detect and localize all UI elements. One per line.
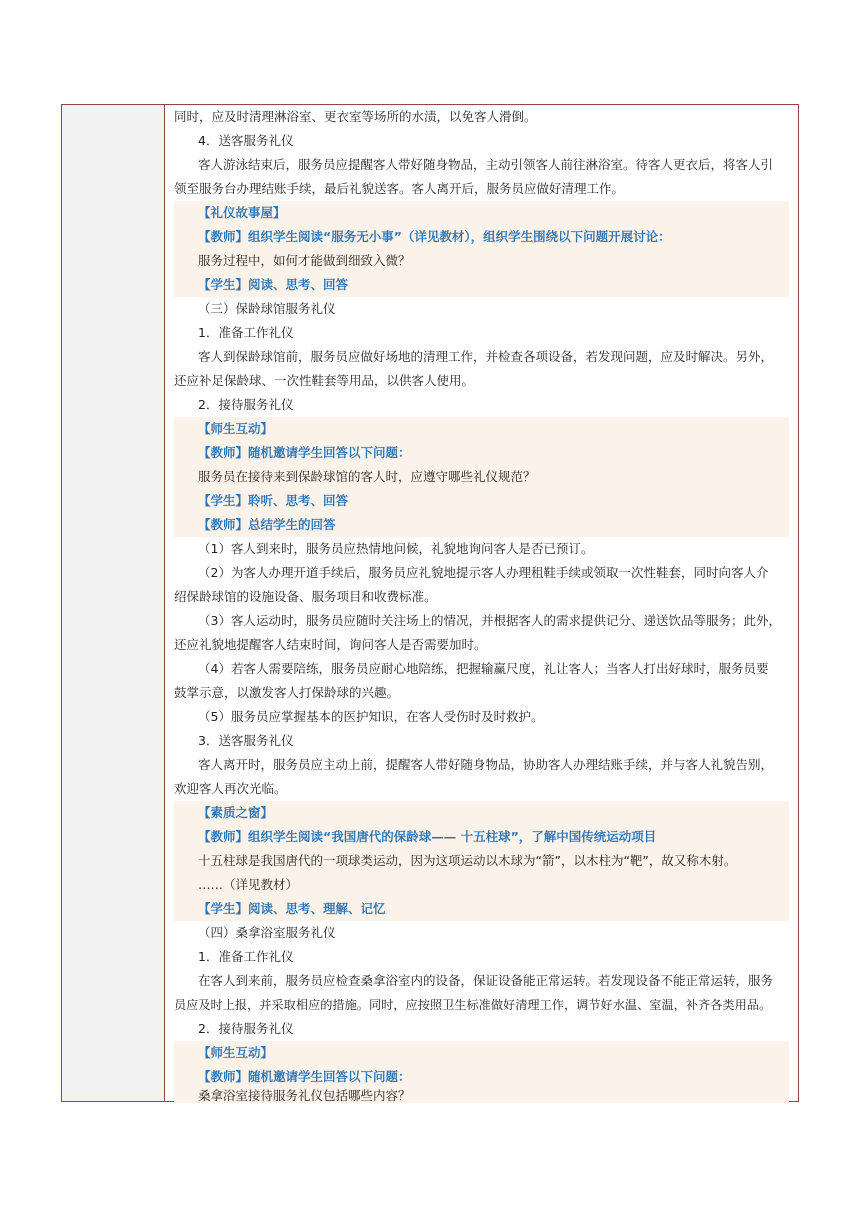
reading-text: ……（详见教材） <box>174 873 789 897</box>
text-line: 同时，应及时清理淋浴室、更衣室等场所的水渍，以免客人滑倒。 <box>174 109 537 124</box>
box-title: 【师生互动】 <box>174 417 789 441</box>
student-activity: 【学生】阅读、思考、回答 <box>174 273 789 297</box>
section-heading: 2．接待服务礼仪 <box>198 1021 294 1036</box>
list-item: （4）若客人需要陪练，服务员应耐心地陪练，把握输赢尺度，礼让客人；当客人打出好球时，服务员要 <box>198 661 769 676</box>
paragraph-line: 客人离开时，服务员应主动上前，提醒客人带好随身物品，协助客人办理结账手续，并与客人礼貌告别， <box>198 757 774 772</box>
list-item: （3）客人运动时，服务员应随时关注场上的情况，并根据客人的需求提供记分、递送饮品等服务；此外， <box>198 613 781 628</box>
teacher-summary: 【教师】总结学生的回答 <box>174 513 789 537</box>
discussion-question: 服务过程中，如何才能做到细致入微？ <box>174 249 789 273</box>
paragraph-line: 欢迎客人再次光临。 <box>174 781 287 796</box>
box-title: 【师生互动】 <box>174 1041 789 1065</box>
paragraph-line: 还应补足保龄球、一次性鞋套等用品，以供客人使用。 <box>174 373 475 388</box>
list-item: （5）服务员应掌握基本的医护知识，在客人受伤时及时救护。 <box>198 709 544 724</box>
table-left-column <box>62 105 165 1101</box>
teacher-instruction: 【教师】组织学生阅读“服务无小事”（详见教材），组织学生围绕以下问题开展讨论： <box>174 225 789 249</box>
section-heading: 4．送客服务礼仪 <box>198 133 294 148</box>
table-content-cell <box>165 105 798 1101</box>
teacher-instruction: 【教师】随机邀请学生回答以下问题： <box>174 1065 789 1089</box>
paragraph-line: 领至服务台办理结账手续，最后礼貌送客。客人离开后，服务员应做好清理工作。 <box>174 181 625 196</box>
list-item-continued: 还应礼貌地提醒客人结束时间，询问客人是否需要加时。 <box>174 637 487 652</box>
student-activity: 【学生】聆听、思考、回答 <box>174 489 789 513</box>
reading-text: 十五柱球是我国唐代的一项球类运动，因为这项运动以木球为“箭”，以木柱为“靶”，故又称木射。 <box>174 849 789 873</box>
list-item: （2）为客人办理开道手续后，服务员应礼貌地提示客人办理租鞋手续或领取一次性鞋套，同时向客人介 <box>198 565 769 580</box>
section-heading: 3．送客服务礼仪 <box>198 733 294 748</box>
section-heading: 2．接待服务礼仪 <box>198 397 294 412</box>
discussion-question: 桑拿浴室接待服务礼仪包括哪些内容？ <box>174 1089 789 1103</box>
list-item: （1）客人到来时，服务员应热情地问候，礼貌地询问客人是否已预订。 <box>198 541 594 556</box>
lesson-table <box>61 104 799 1102</box>
section-heading: （四）桑拿浴室服务礼仪 <box>198 925 336 940</box>
list-item-continued: 绍保龄球馆的设施设备、服务项目和收费标准。 <box>174 589 437 604</box>
list-item-continued: 鼓掌示意，以激发客人打保龄球的兴趣。 <box>174 685 400 700</box>
section-heading: 1．准备工作礼仪 <box>198 325 294 340</box>
paragraph-line: 在客人到来前，服务员应检查桑拿浴室内的设备，保证设备能正常运转。若发现设备不能正常运转，服务 <box>198 973 774 988</box>
section-heading: （三）保龄球馆服务礼仪 <box>198 301 336 316</box>
teacher-instruction: 【教师】随机邀请学生回答以下问题： <box>174 441 789 465</box>
paragraph-line: 客人到保龄球馆前，服务员应做好场地的清理工作，并检查各项设备，若发现问题，应及时解决。另外， <box>198 349 774 364</box>
student-activity: 【学生】阅读、思考、理解、记忆 <box>174 897 789 921</box>
paragraph-line: 客人游泳结束后，服务员应提醒客人带好随身物品，主动引领客人前往淋浴室。待客人更衣后，将客人引 <box>198 157 774 172</box>
box-title: 【素质之窗】 <box>174 801 789 825</box>
box-title: 【礼仪故事屋】 <box>174 201 789 225</box>
teacher-instruction: 【教师】组织学生阅读“我国唐代的保龄球—— 十五柱球”，了解中国传统运动项目 <box>174 825 789 849</box>
paragraph-line: 员应及时上报，并采取相应的措施。同时，应按照卫生标准做好清理工作，调节好水温、室温，补齐各类用品。 <box>174 998 772 1012</box>
section-heading: 1．准备工作礼仪 <box>198 949 294 964</box>
discussion-question: 服务员在接待来到保龄球馆的客人时，应遵守哪些礼仪规范？ <box>174 465 789 489</box>
